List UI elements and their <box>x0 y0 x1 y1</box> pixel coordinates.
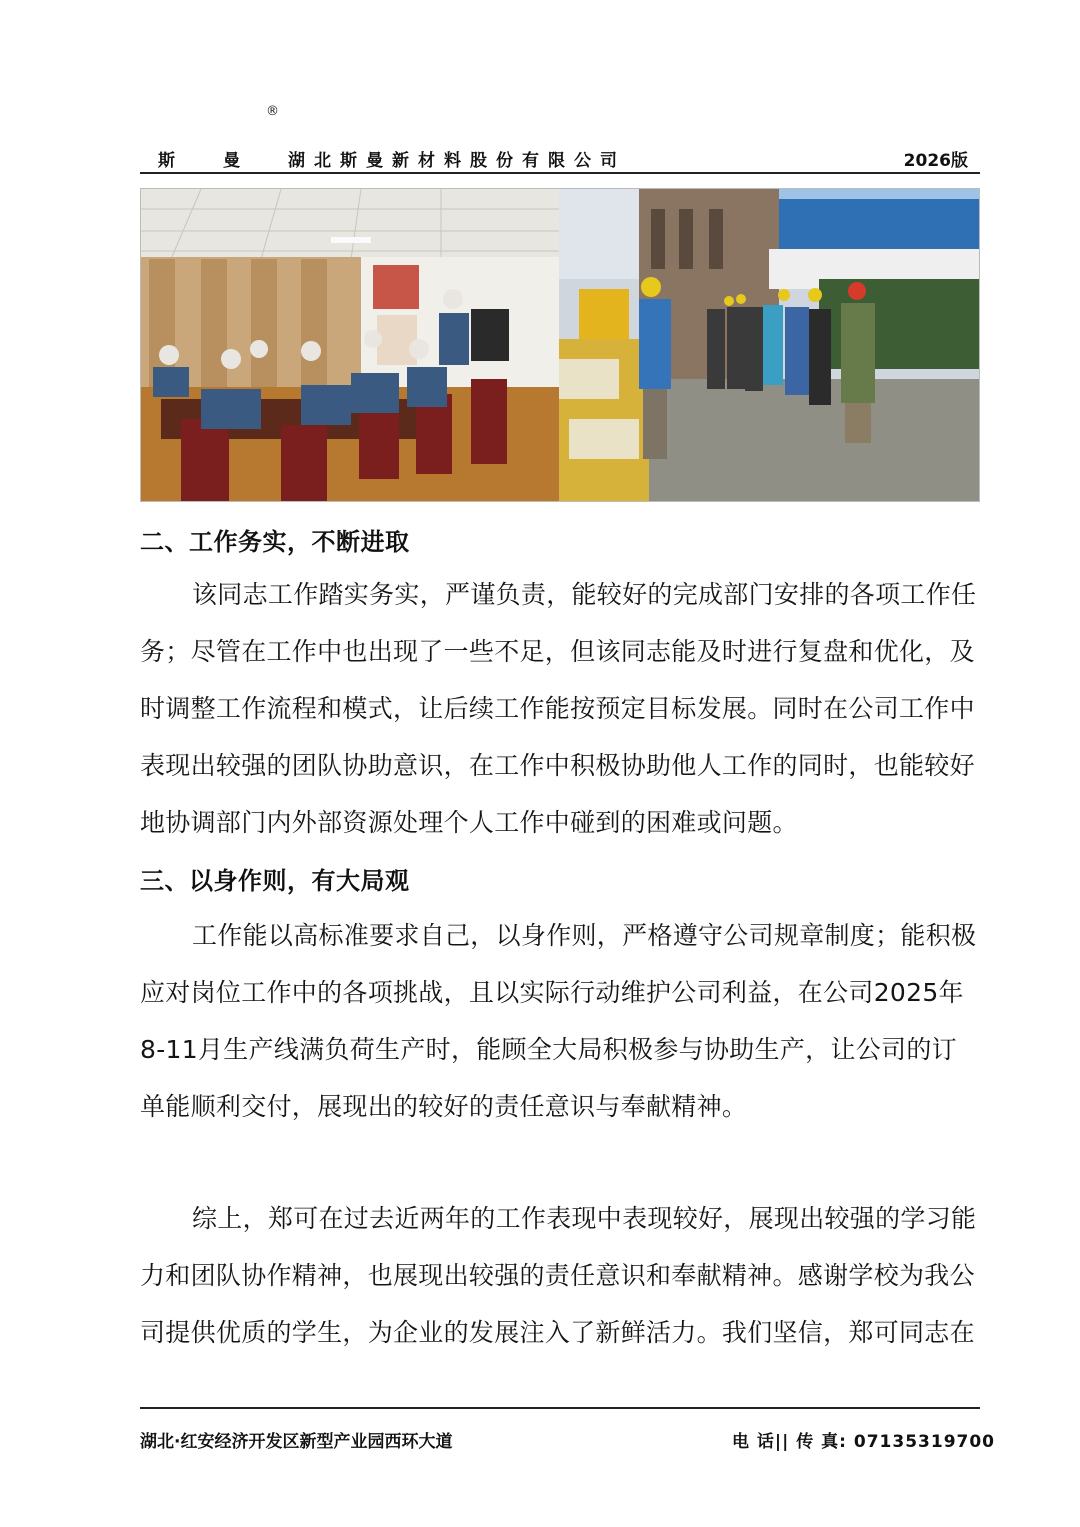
brand-name: 斯曼 <box>158 151 288 171</box>
workers-lineup-photo <box>559 189 979 501</box>
section-paragraph-leadership: 工作能以高标准要求自己，以身作则，严格遵守公司规章制度；能积极应对岗位工作中的各项挑战，且以实际行动维护公司利益，在公司2025年8-11月生产线满负荷生产时，能顾全大局积极参与协助生产，让公司的订单能顺利交付，展现出的较好的责任意识与奉献精神。 <box>140 921 977 1121</box>
footer-divider <box>140 1407 980 1409</box>
section-heading-work-diligence: 二、工作务实，不断进取 <box>140 528 410 556</box>
letterhead <box>140 146 980 170</box>
header-divider <box>140 172 980 174</box>
footer-address: 湖北·红安经济开发区新型产业园西环大道 <box>140 1432 453 1452</box>
photo-strip <box>140 188 980 502</box>
summary-paragraph: 综上，郑可在过去近两年的工作表现中表现较好，展现出较强的学习能力和团队协作精神，也展现出较强的责任意识和奉献精神。感谢学校为我公司提供优质的学生，为企业的发展注入了新鲜活力。我们坚信，郑可同志在 <box>140 1204 977 1347</box>
section-heading-leadership: 三、以身作则，有大局观 <box>140 867 410 895</box>
registered-trademark-mark: ® <box>266 104 279 119</box>
edition-label: 2026版 <box>903 151 968 171</box>
meeting-room-photo <box>141 189 559 501</box>
section-paragraph-work-diligence: 该同志工作踏实务实，严谨负责，能较好的完成部门安排的各项工作任务；尽管在工作中也出现了一些不足，但该同志能及时进行复盘和优化，及时调整工作流程和模式，让后续工作能按预定目标发展。同时在公司工作中表现出较强的团队协助意识，在工作中积极协助他人工作的同时，也能较好地协调部门内外部资源处理个人工作中碰到的困难或问题。 <box>140 580 977 837</box>
company-name: 湖北斯曼新材料股份有限公司 <box>288 151 626 171</box>
footer-phone-fax: 电 话|| 传 真: 07135319700 <box>732 1432 996 1452</box>
